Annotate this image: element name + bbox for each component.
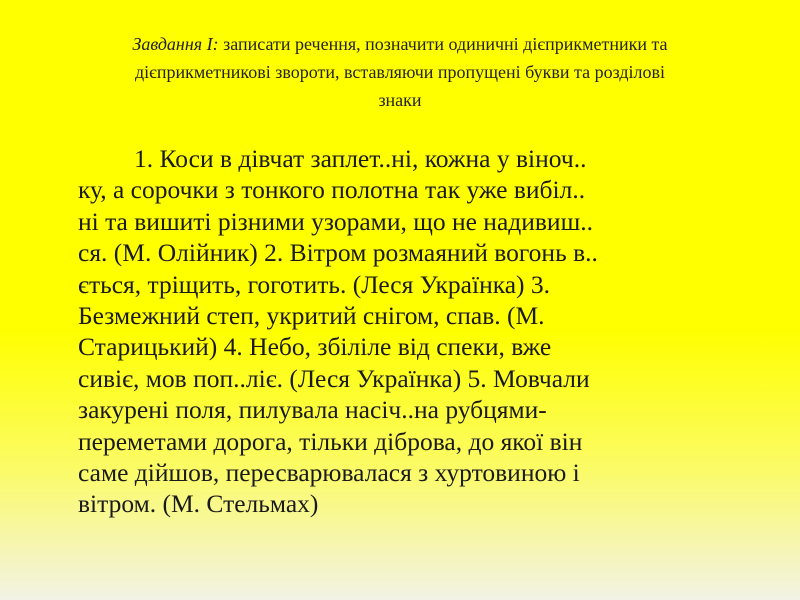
text-line: ку, а сорочки з тонкого полотна так уже вибіл.. xyxy=(78,175,586,205)
task-instruction-part1: записати речення, позначити одиничні дієприкметники та xyxy=(223,34,668,54)
task-instruction-part3: знаки xyxy=(378,90,422,110)
text-line: 1. Коси в дівчат заплет..ні, кожна у віноч.. xyxy=(134,144,587,173)
exercise-text xyxy=(78,143,744,520)
text-line: ся. (М. Олійник) 2. Вітром розмаяний вогонь в.. xyxy=(78,238,598,268)
text-line: закурені поля, пилувала насіч..на рубцями- xyxy=(78,395,547,425)
text-line: Старицький) 4. Небо, збіліле від спеки, вже xyxy=(78,332,552,362)
text-line: переметами дорога, тільки діброва, до якої він xyxy=(78,426,583,456)
task-instruction-part2: дієприкметникові звороти, вставляючи пропущені букви та розділові xyxy=(134,62,665,82)
text-line: ється, тріщить, гоготить. (Леся Українка) 3. xyxy=(78,269,551,299)
task-label: Завдання І: xyxy=(132,34,219,54)
text-line: саме дійшов, пересварювалася з хуртовиною і xyxy=(78,458,580,488)
text-line: ні та вишиті різними узорами, що не надивиш.. xyxy=(78,206,593,236)
text-line: вітром. (М. Стельмах) xyxy=(78,489,319,519)
text-line: Безмежний степ, укритий снігом, спав. (М. xyxy=(78,301,545,331)
text-line: сивіє, мов поп..ліє. (Леся Українка) 5. Мовчали xyxy=(78,363,590,393)
task-title xyxy=(40,30,760,114)
